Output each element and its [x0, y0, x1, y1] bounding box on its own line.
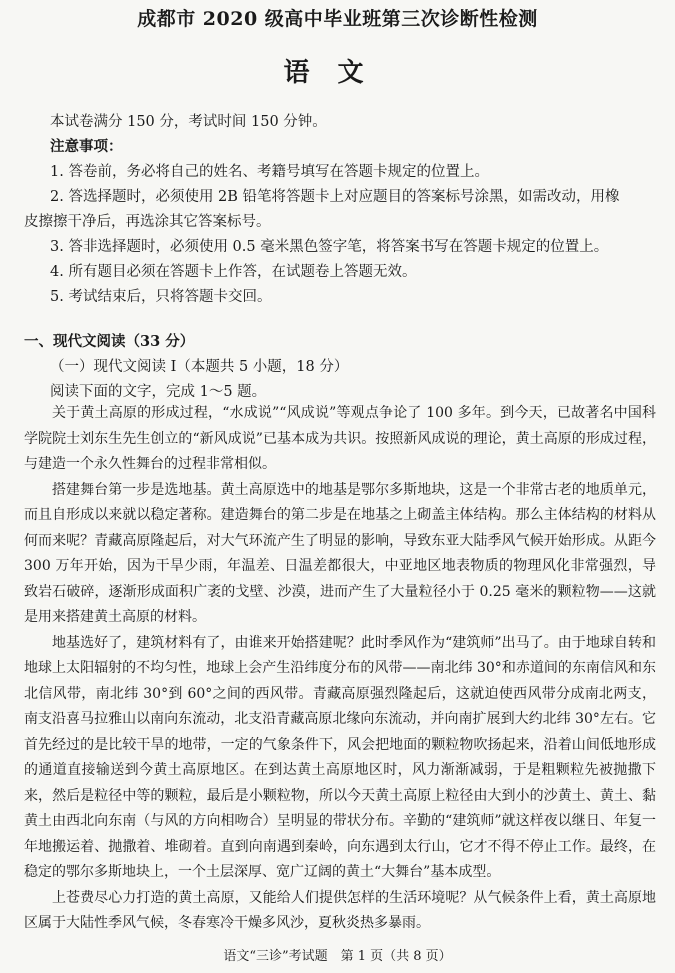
passage-paragraph: 地基选好了，建筑材料有了，由谁来开始搭建呢？此时季风作为“建筑师”出马了。由于地球自转和地球上太阳辐射的不均匀性，地球上会产生沿纬度分布的风带——南北纬 30°和赤道间的东南信风和东北信风带，南北纬 30°到 60°之间的西风带。青藏高原强烈隆起后，这就迫使西风带分成南北两支，南支沿喜马拉雅山以南向东流动，北支沿青藏高原北缘向东流动，并向南扩展到大约北纬 30°左右。它首先经过的是比较干旱的地带，一定的气象条件下，风会把地面的颗粒物吹扬起来，沿着山间低地形成的通道直接输送到今黄土高原地区。在到达黄土高原地区时，风力渐渐减弱，于是粗颗粒先被抛撒下来，然后是粒径中等的颗粒，最后是小颗粒物，所以今天黄土高原上粒径由大到小的沙黄土、黄土、黏黄土由西北向东南（与风的方向相吻合）呈明显的带状分布。辛勤的“建筑师”就这样夜以继日、年复一年地搬运着、抛撒着、堆砌着。直到向南遇到秦岭，向东遇到太行山，它才不得不停止工作。最终，在稳定的鄂尔多斯地块上，一个土层深厚、宽广辽阔的黄土“大舞台”基本成型。 — [24, 634, 656, 880]
instruction-item: 5. 考试结束后，只将答题卡交回。 — [50, 289, 272, 305]
passage-paragraph: 上苍费尽心力打造的黄土高原，又能给人们提供怎样的生活环境呢？从气候条件上看，黄土高原地区属于大陆性季风气候，冬春寒冷干燥多风沙，夏秋炎热多暴雨。 — [24, 889, 656, 931]
passage — [24, 401, 656, 937]
instructions-heading: 注意事项： — [50, 138, 123, 155]
instruction-item: 2. 答选择题时，必须使用 2B 铅笔将答题卡上对应题目的答案标号涂黑，如需改动，用橡 — [50, 189, 620, 205]
subject-title: 语文 — [283, 58, 392, 88]
section-subtitle: （一）现代文阅读 Ⅰ（本题共 5 小题，18 分） — [50, 359, 349, 375]
instruction-item: 4. 所有题目必须在答题卡上作答，在试题卷上答题无效。 — [50, 264, 417, 280]
instruction-item: 1. 答卷前，务必将自己的姓名、考籍号填写在答题卡规定的位置上。 — [50, 164, 489, 180]
instruction-item: 3. 答非选择题时，必须使用 0.5 毫米黑色签字笔，将答案书写在答题卡规定的位置上。 — [50, 239, 609, 255]
instructions-intro: 本试卷满分 150 分，考试时间 150 分钟。 — [50, 114, 327, 130]
page-footer: 语文“三诊”考试题 第 1 页（共 8 页） — [223, 949, 452, 964]
passage-paragraph: 关于黄土高原的形成过程，“水成说”“风成说”等观点争论了 100 多年。到今天，已故著名中国科学院院士刘东生先生创立的“新风成说”已基本成为共识。按照新风成说的理论，黄土高原的形成过程，与建造一个永久性舞台的过程非常相似。 — [24, 405, 656, 472]
exam-title: 成都市 2020 级高中毕业班第三次诊断性检测 — [137, 8, 538, 30]
passage-paragraph: 搭建舞台第一步是选地基。黄土高原选中的地基是鄂尔多斯地块，这是一个非常古老的地质单元，而且自形成以来就以稳定著称。建造舞台的第二步是在地基之上砌盖主体结构。那么主体结构的材料从何而来呢？青藏高原隆起后，对大气环流产生了明显的影响，导致东亚大陆季风气候开始形成。从距今 300 万年开始，因为干旱少雨，年温差、日温差都很大，中亚地区地表物质的物理风化非常强烈，导致岩石破碎，逐渐形成面积广袤的戈壁、沙漠，进而产生了大量粒径小于 0.25 毫米的颗粒物——这就是用来搭建黄土高原的材料。 — [24, 481, 656, 625]
section-prompt: 阅读下面的文字，完成 1～5 题。 — [50, 384, 267, 400]
section-title: 一、现代文阅读（33 分） — [24, 333, 195, 350]
instruction-item: 皮擦擦干净后，再选涂其它答案标号。 — [24, 214, 271, 230]
